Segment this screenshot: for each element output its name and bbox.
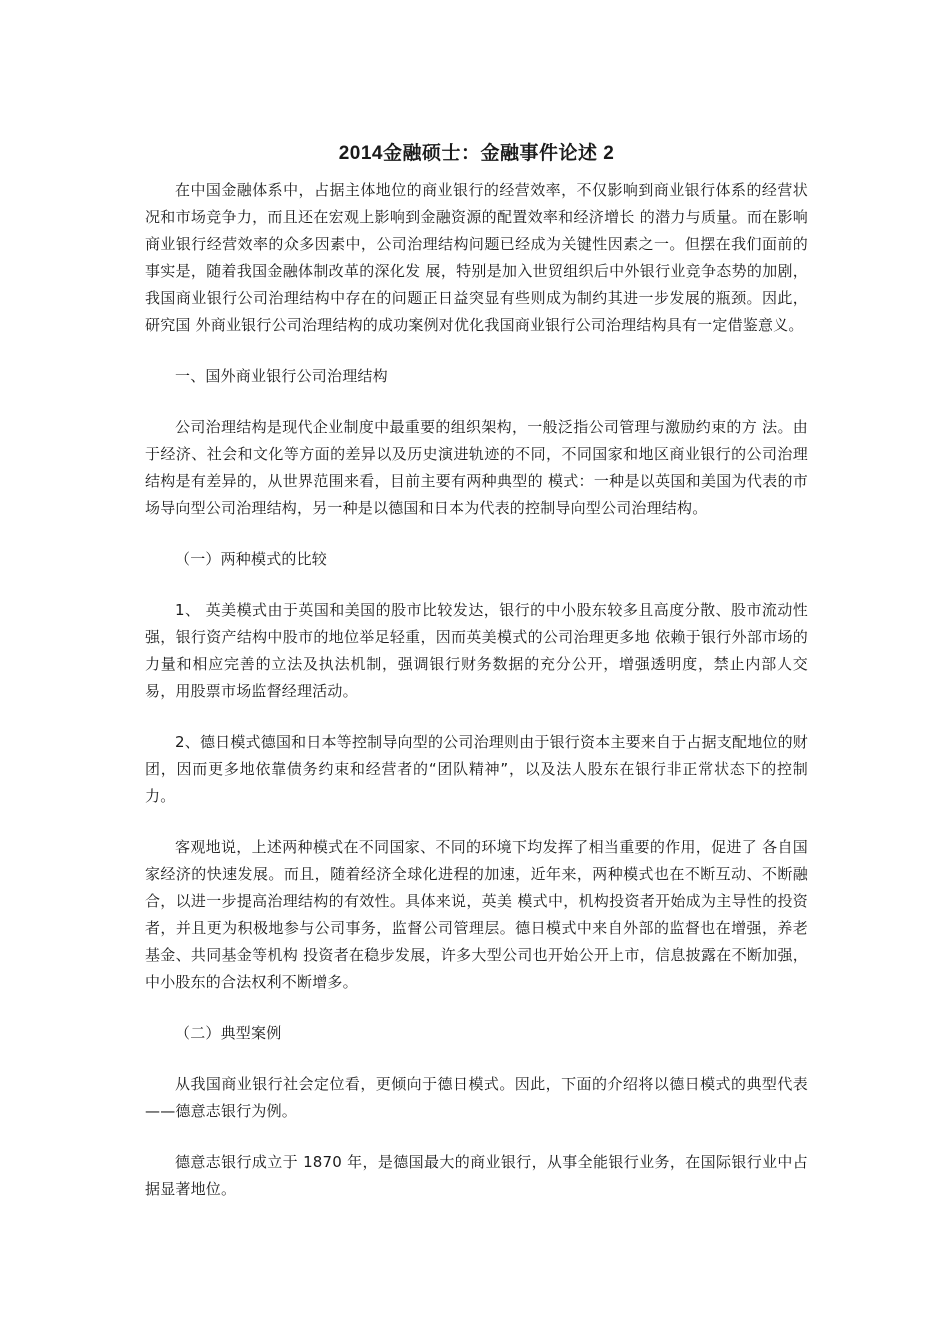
paragraph-anglo-american-model: 1、 英美模式由于英国和美国的股市比较发达，银行的中小股东较多且高度分散、股市流动性强，银行资产结构中股市的地位举足轻重，因而英美模式的公司治理更多地 依赖于银行外部市场的力量和相应完善的立法及执法机制，强调银行财务数据的充分公开，增强透明度，禁止内部人交易，用股票市场监督经理活动。 bbox=[145, 601, 808, 700]
document-title: 2014金融硕士：金融事件论述 2 bbox=[338, 143, 615, 164]
paragraph-governance-definition: 公司治理结构是现代企业制度中最重要的组织架构，一般泛指公司管理与激励约束的方 法。由于经济、社会和文化等方面的差异以及历史演进轨迹的不同，不同国家和地区商业银行的公司治理结构是有差异的，从世界范围来看，目前主要有两种典型的 模式：一种是以英国和美国为代表的市场导向型公司治理结构，另一种是以德国和日本为代表的控制导向型公司治理结构。 bbox=[145, 418, 808, 517]
subsection-heading-case: （二）典型案例 bbox=[175, 1024, 282, 1042]
paragraph-deutsche-bank: 德意志银行成立于 1870 年，是德国最大的商业银行，从事全能银行业务，在国际银行业中占据显著地位。 bbox=[145, 1153, 808, 1198]
paragraph-objective-view: 客观地说，上述两种模式在不同国家、不同的环境下均发挥了相当重要的作用，促进了 各自国家经济的快速发展。而且，随着经济全球化进程的加速，近年来，两种模式也在不断互动、不断融合，以进一步提高治理结构的有效性。具体来说，英美 模式中，机构投资者开始成为主导性的投资者，并且更为积极地参与公司事务，监督公司管理层。德日模式中来自外部的监督也在增强，养老基金、共同基金等机构 投资者在稳步发展，许多大型公司也开始公开上市，信息披露在不断加强，中小股东的合法权利不断增多。 bbox=[145, 838, 808, 991]
paragraph-case-intro: 从我国商业银行社会定位看，更倾向于德日模式。因此，下面的介绍将以德日模式的典型代表——德意志银行为例。 bbox=[145, 1075, 808, 1120]
section-heading-foreign-governance: 一、国外商业银行公司治理结构 bbox=[175, 367, 388, 385]
paragraph-intro: 在中国金融体系中，占据主体地位的商业银行的经营效率，不仅影响到商业银行体系的经营状况和市场竞争力，而且还在宏观上影响到金融资源的配置效率和经济增长 的潜力与质量。而在影响商业银行经营效率的众多因素中，公司治理结构问题已经成为关键性因素之一。但摆在我们面前的事实是，随着我国金融体制改革的深化发 展，特别是加入世贸组织后中外银行业竞争态势的加剧，我国商业银行公司治理结构中存在的问题正日益突显有些则成为制约其进一步发展的瓶颈。因此，研究国 外商业银行公司治理结构的成功案例对优化我国商业银行公司治理结构具有一定借鉴意义。 bbox=[145, 181, 808, 334]
document-body bbox=[145, 141, 808, 1203]
subsection-heading-comparison: （一）两种模式的比较 bbox=[175, 550, 328, 568]
paragraph-german-japanese-model: 2、德日模式德国和日本等控制导向型的公司治理则由于银行资本主要来自于占据支配地位的财团，因而更多地依靠债务约束和经营者的“团队精神”，以及法人股东在银行非正常状态下的控制力。 bbox=[145, 733, 808, 805]
